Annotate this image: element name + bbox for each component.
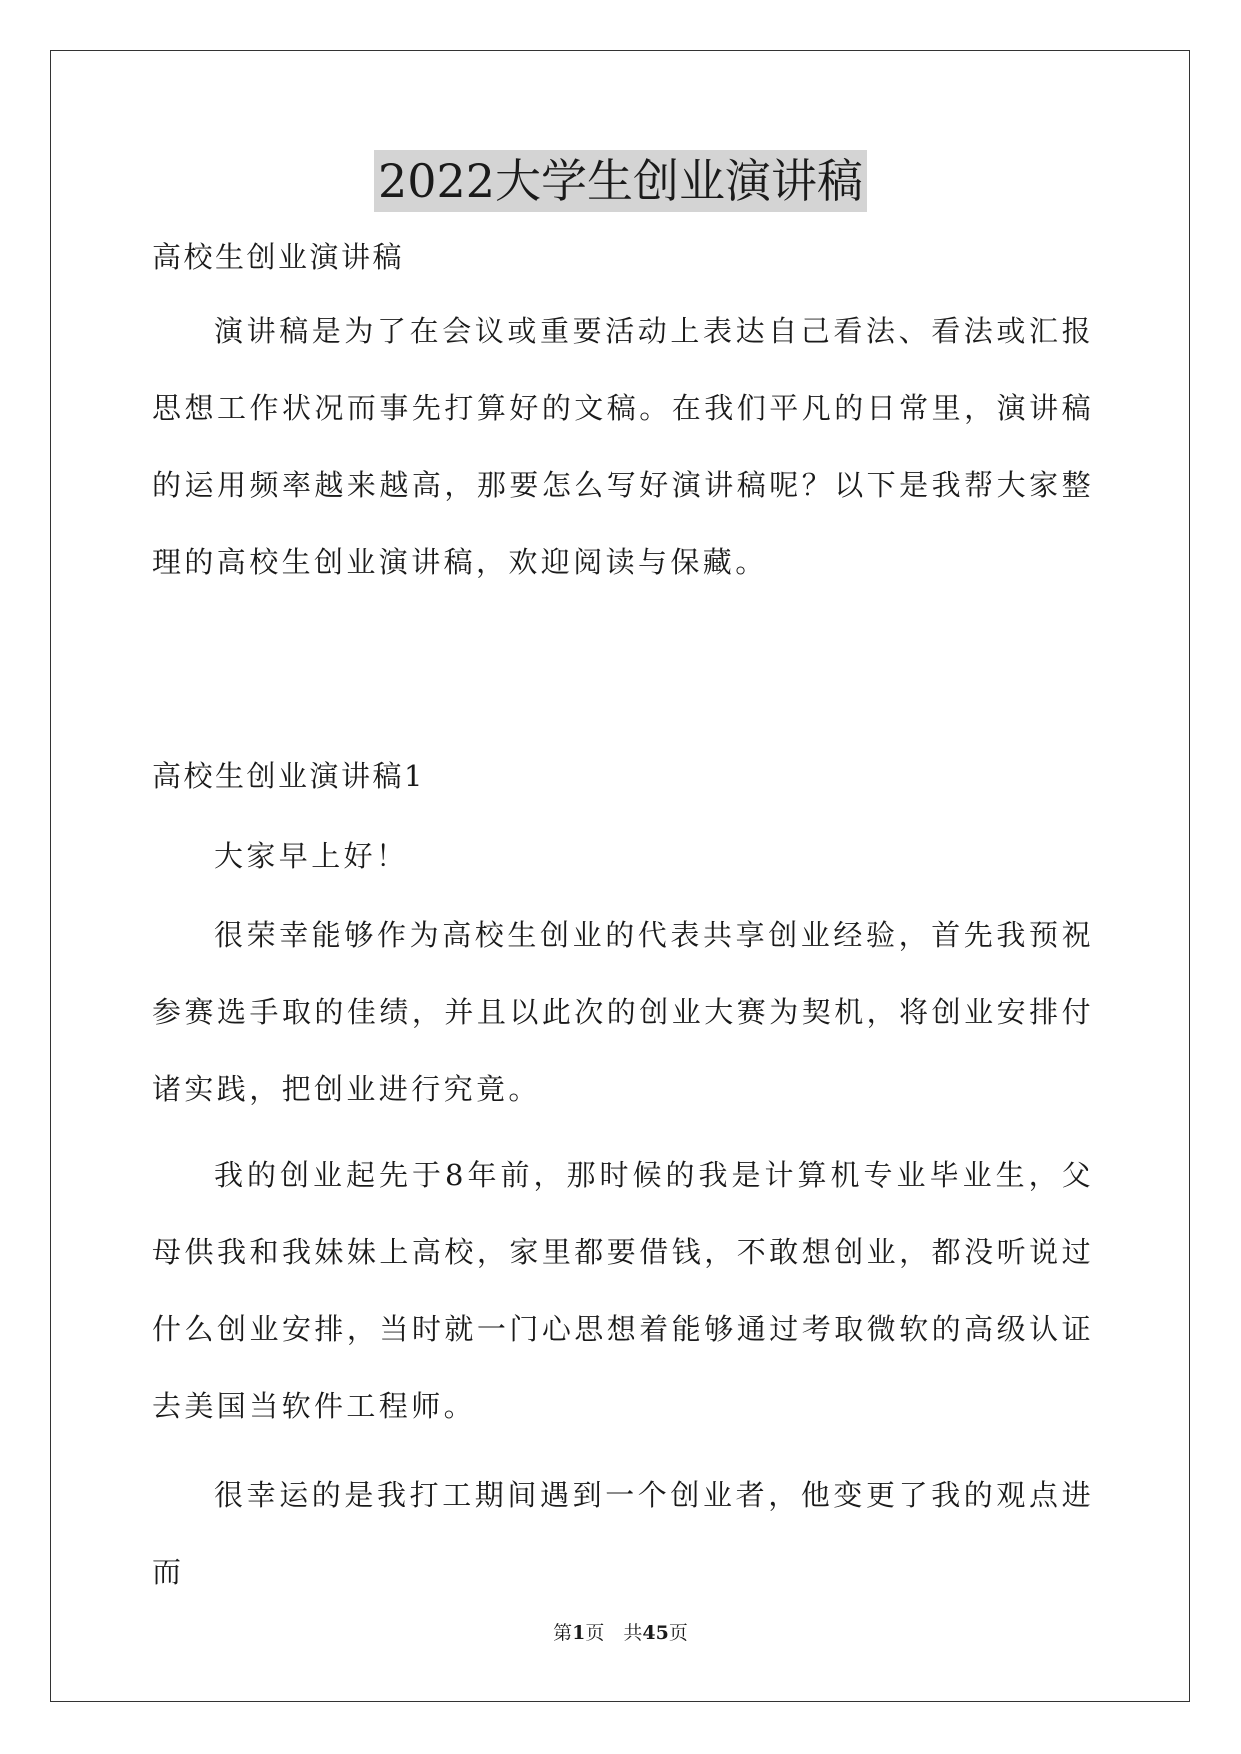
greeting-paragraph: 大家早上好！ (214, 839, 409, 873)
footer-total-pages: 45 (642, 1622, 669, 1644)
footer-page-number: 1 (572, 1622, 586, 1644)
section-heading: 高校生创业演讲稿1 (152, 759, 425, 793)
page-footer (0, 1618, 1241, 1645)
intro-heading: 高校生创业演讲稿 (152, 240, 405, 274)
body-paragraph-3: 很幸运的是我打工期间遇到一个创业者，他变更了我的观点进而 (152, 1478, 1094, 1589)
body-paragraph-1: 很荣幸能够作为高校生创业的代表共享创业经验，首先我预祝参赛选手取的佳绩，并且以此次的创业大赛为契机，将创业安排付诸实践，把创业进行究竟。 (152, 918, 1094, 1106)
footer-page-mid: 页 共 (585, 1622, 643, 1644)
intro-paragraph: 演讲稿是为了在会议或重要活动上表达自己看法、看法或汇报思想工作状况而事先打算好的文稿。在我们平凡的日常里，演讲稿的运用频率越来越高，那要怎么写好演讲稿呢？以下是我帮大家整理的高校生创业演讲稿，欢迎阅读与保藏。 (152, 314, 1094, 579)
footer-page-suffix: 页 (668, 1622, 688, 1644)
document-title: 2022大学生创业演讲稿 (374, 150, 867, 212)
footer-page-prefix: 第 (553, 1622, 573, 1644)
title-container (0, 150, 1241, 212)
body-paragraph-2: 我的创业起先于8年前，那时候的我是计算机专业毕业生，父母供我和我妹妹上高校，家里都要借钱，不敢想创业，都没听说过什么创业安排，当时就一门心思想着能够通过考取微软的高级认证去美国当软件工程师。 (152, 1158, 1094, 1423)
